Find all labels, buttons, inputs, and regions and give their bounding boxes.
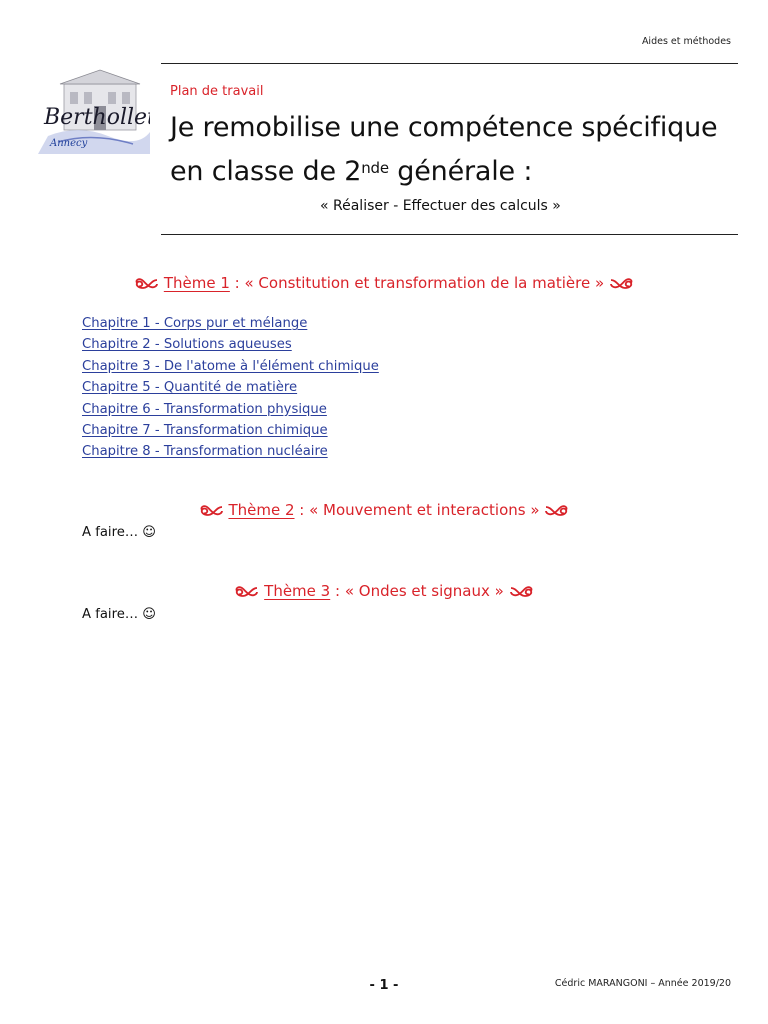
ornament-right-icon <box>544 504 570 518</box>
chapter-link-2[interactable]: Chapitre 2 - Solutions aqueuses <box>82 337 292 353</box>
footer-author: Cédric MARANGONI – Année 2019/20 <box>554 978 731 989</box>
list-item <box>82 420 379 441</box>
ornament-left-icon <box>198 504 224 518</box>
list-item <box>82 356 379 377</box>
chapter-link-7[interactable]: Chapitre 7 - Transformation chimique <box>82 422 328 438</box>
theme-2-link[interactable]: Thème 2 <box>228 501 295 519</box>
list-item <box>82 441 379 462</box>
list-item <box>82 399 379 420</box>
chapter-link-8[interactable]: Chapitre 8 - Transformation nucléaire <box>82 444 328 460</box>
title-line-2-suffix: générale : <box>388 156 533 187</box>
svg-text:Annecy: Annecy <box>50 138 88 149</box>
theme-2-title: « Mouvement et interactions » <box>309 501 540 519</box>
theme-2-heading <box>0 501 768 519</box>
theme-3-heading <box>0 582 768 600</box>
theme-1-heading <box>0 274 768 292</box>
title-line-1: Je remobilise une compétence spécifique <box>170 112 718 143</box>
theme-3-todo: A faire… ☺ <box>82 607 156 622</box>
ornament-left-icon <box>133 277 159 291</box>
list-item <box>82 377 379 398</box>
title-superscript: nde <box>361 159 389 177</box>
title-line-2-prefix: en classe de 2 <box>170 156 362 187</box>
svg-text:Berthollet: Berthollet <box>44 105 150 130</box>
chapter-list <box>82 313 379 463</box>
plan-label: Plan de travail <box>170 84 264 99</box>
chapter-link-5[interactable]: Chapitre 5 - Quantité de matière <box>82 380 298 396</box>
theme-1-separator: : <box>229 274 245 292</box>
ornament-left-icon <box>233 585 259 599</box>
theme-2-todo: A faire… ☺ <box>82 525 156 540</box>
page-number: - 1 - <box>369 978 399 993</box>
title-line-2 <box>170 150 717 194</box>
top-rule <box>161 63 738 64</box>
page-title <box>170 106 717 194</box>
chapter-link-3[interactable]: Chapitre 3 - De l'atome à l'élément chimique <box>82 358 379 374</box>
header-section-label: Aides et méthodes <box>641 36 731 47</box>
bottom-rule <box>161 234 738 235</box>
theme-3-separator: : <box>330 582 345 600</box>
list-item <box>82 313 379 334</box>
theme-1-title: « Constitution et transformation de la matière » <box>244 274 605 292</box>
chapter-link-6[interactable]: Chapitre 6 - Transformation physique <box>82 401 327 417</box>
ornament-right-icon <box>609 277 635 291</box>
theme-2-separator: : <box>294 501 310 519</box>
school-logo <box>38 66 150 154</box>
theme-3-title: « Ondes et signaux » <box>344 582 504 600</box>
chapter-link-1[interactable]: Chapitre 1 - Corps pur et mélange <box>82 316 308 331</box>
list-item <box>82 334 379 355</box>
page-subtitle: « Réaliser - Effectuer des calculs » <box>320 198 561 214</box>
theme-3-link[interactable]: Thème 3 <box>264 582 331 600</box>
ornament-right-icon <box>509 585 535 599</box>
theme-1-link[interactable]: Thème 1 <box>163 274 230 292</box>
